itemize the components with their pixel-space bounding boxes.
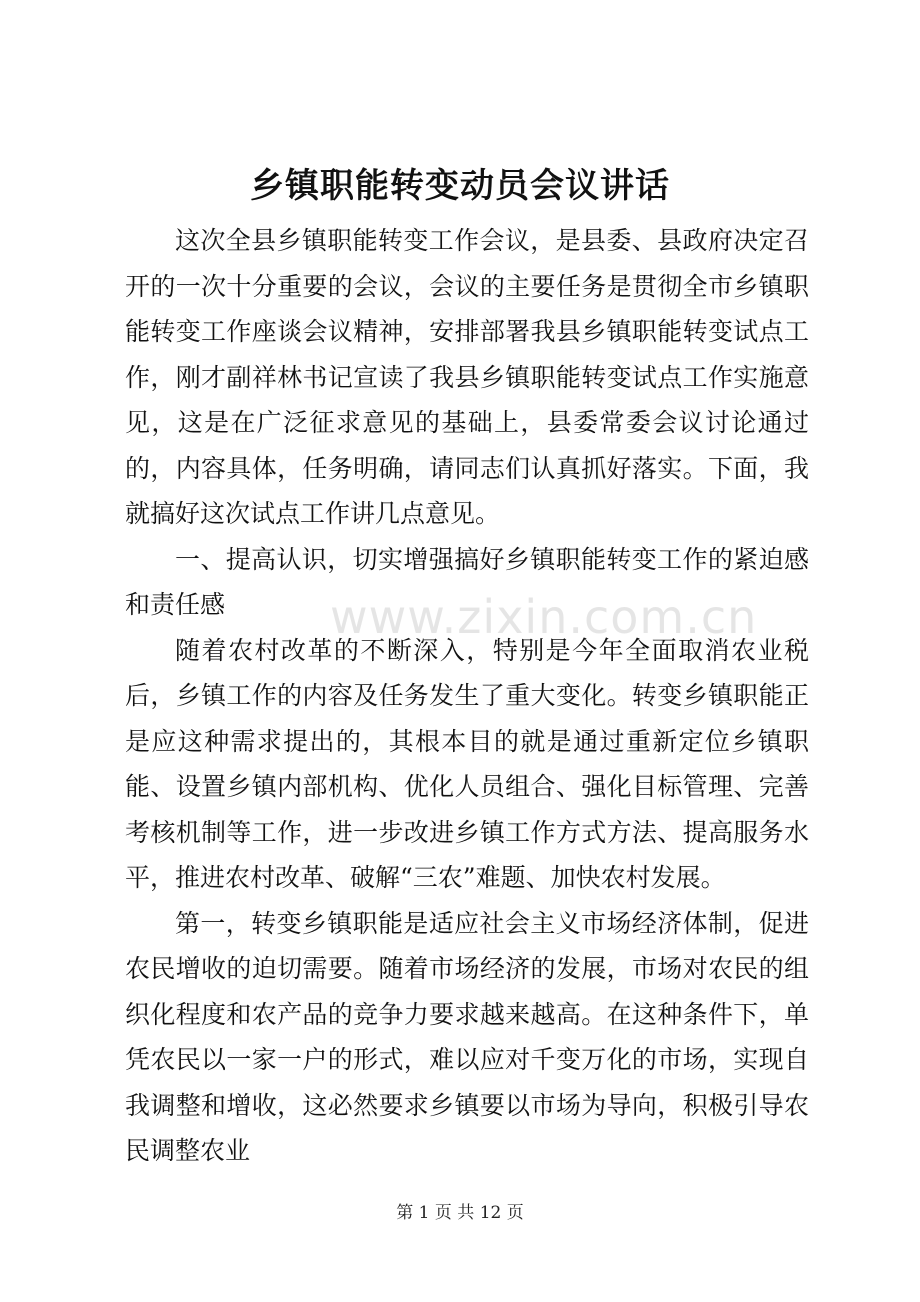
watermark-text: www.zixin.com.cn <box>330 590 758 644</box>
paragraph-point-1: 第一，转变乡镇职能是适应社会主义市场经济体制，促进农民增收的迫切需要。随着市场经济的发展，市场对农民的组织化程度和农产品的竞争力要求越来越高。在这种条件下，单凭农民以一家一户的形式，难以应对千变万化的市场，实现自我调整和增收，这必然要求乡镇要以市场为导向，积极引导农民调整农业 <box>125 908 809 1165</box>
document-title: 乡镇职能转变动员会议讲话 <box>250 166 670 206</box>
page-footer: 第 1 页 共 12 页 <box>396 1203 524 1223</box>
paragraph-intro: 这次全县乡镇职能转变工作会议，是县委、县政府决定召开的一次十分重要的会议，会议的主要任务是贯彻全市乡镇职能转变工作座谈会议精神，安排部署我县乡镇职能转变试点工作，刚才副祥林书记宣读了我县乡镇职能转变试点工作实施意见，这是在广泛征求意见的基础上，县委常委会议讨论通过的，内容具体，任务明确，请同志们认真抓好落实。下面，我就搞好这次试点工作讲几点意见。 <box>125 226 809 528</box>
section-heading-1: 一、提高认识，切实增强搞好乡镇职能转变工作的紧迫感和责任感 <box>125 544 809 619</box>
paragraph-background: 随着农村改革的不断深入，特别是今年全面取消农业税后，乡镇工作的内容及任务发生了重大变化。转变乡镇职能正是应这种需求提出的，其根本目的就是通过重新定位乡镇职能、设置乡镇内部机构、优化人员组合、强化目标管理、完善考核机制等工作，进一步改进乡镇工作方式方法、提高服务水平，推进农村改革、破解“三农”难题、加快农村发展。 <box>125 635 809 892</box>
document-body <box>125 218 809 1174</box>
